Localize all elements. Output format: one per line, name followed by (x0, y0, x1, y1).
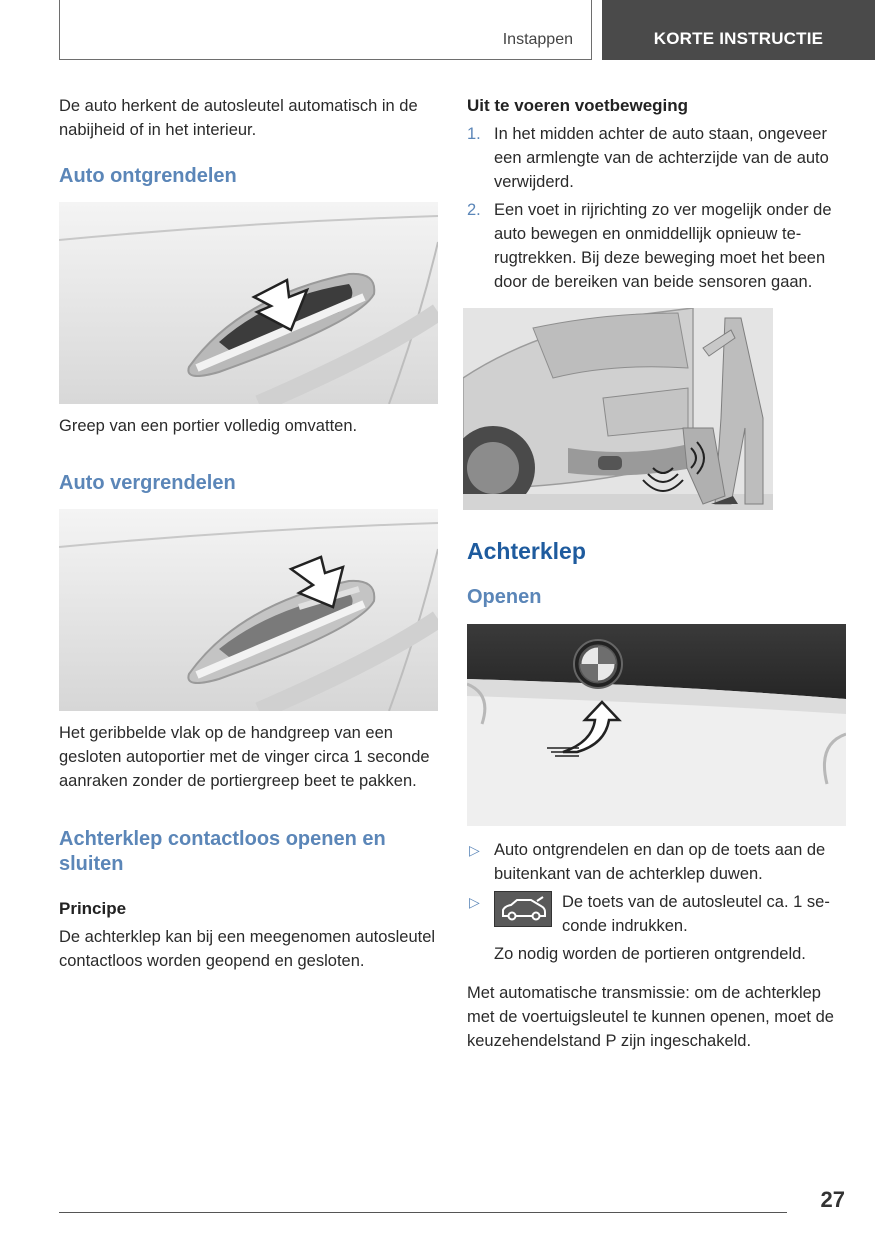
principle-text: De achterklep kan bij een meegenomen autosleutel contactloos worden geopend en gesloten. (59, 928, 436, 970)
door-handle-touch-figure (59, 509, 438, 711)
foot-movement-heading: Uit te voeren voetbeweging (467, 96, 689, 115)
chapter-title: KORTE INSTRUCTIE (653, 29, 824, 48)
step-number: 2. (467, 201, 481, 219)
open-heading: Openen (467, 586, 542, 608)
foot-steps-list (467, 122, 847, 294)
unlock-note: Zo nodig worden de portieren ontgrendeld. (494, 945, 806, 963)
tailgate-heading: Achterklep (467, 538, 586, 564)
left-column (59, 94, 439, 973)
right-column (467, 94, 847, 1053)
contactless-heading: Achterklep contactloos openen en sluiten (59, 828, 386, 875)
intro-text: De auto herkent de autosleutel automatisch in de nabijheid of in het interieur. (59, 97, 418, 139)
step-text: Een voet in rijrichting zo ver mogelijk onder de auto bewegen en onmiddellijk opnieuw terugtrekken. Bij deze beweging moet het been door de bereiken van beide sensoren gaan. (494, 201, 832, 291)
page-number: 27 (820, 1187, 845, 1212)
door-handle-grip-figure (59, 202, 438, 404)
automatic-transmission-text: Met automatische transmissie: om de achterklep met de voertuigsleutel te kunnen openen, moet de keuzehendelstand P zijn ingeschakeld. (467, 984, 834, 1050)
lock-caption: Het geribbelde vlak op de handgreep van een gesloten autoportier met de vinger circa 1 seconde aanraken zonder de portiergreep beet te pakken. (59, 724, 430, 790)
door-handle-grip-illustration (59, 202, 438, 404)
bullet-item (467, 838, 847, 886)
door-handle-touch-illustration (59, 509, 438, 711)
step-number: 1. (467, 125, 481, 143)
foot-gesture-figure (463, 308, 773, 510)
step-text: In het midden achter de auto staan, ongeveer een armlengte van de achterzijde van de auto verwijderd. (494, 125, 829, 191)
step-item (467, 122, 847, 194)
lock-heading: Auto vergrendelen (59, 472, 236, 494)
bullet-triangle-icon: ▷ (469, 894, 480, 910)
tailgate-button-figure (467, 624, 846, 826)
header-frame (59, 0, 592, 60)
bullet-triangle-icon: ▷ (469, 842, 480, 858)
section-title: Instappen (502, 31, 573, 48)
bullet-item (467, 890, 847, 938)
car-tailgate-key-icon (494, 891, 552, 927)
chapter-tab (602, 0, 875, 60)
step-item (467, 198, 847, 294)
footer-divider (59, 1212, 787, 1213)
unlock-heading: Auto ontgrendelen (59, 165, 237, 187)
unlock-caption: Greep van een portier volledig omvatten. (59, 417, 358, 435)
bullet-text: De toets van de autosleutel ca. 1 seconde indrukken. (562, 893, 830, 935)
bullet-text: Auto ontgrendelen en dan op de toets aan de buitenkant van de achterklep duwen. (494, 841, 826, 883)
tailgate-button-illustration (467, 624, 846, 826)
principle-heading: Principe (59, 899, 127, 918)
foot-gesture-illustration (463, 308, 773, 510)
